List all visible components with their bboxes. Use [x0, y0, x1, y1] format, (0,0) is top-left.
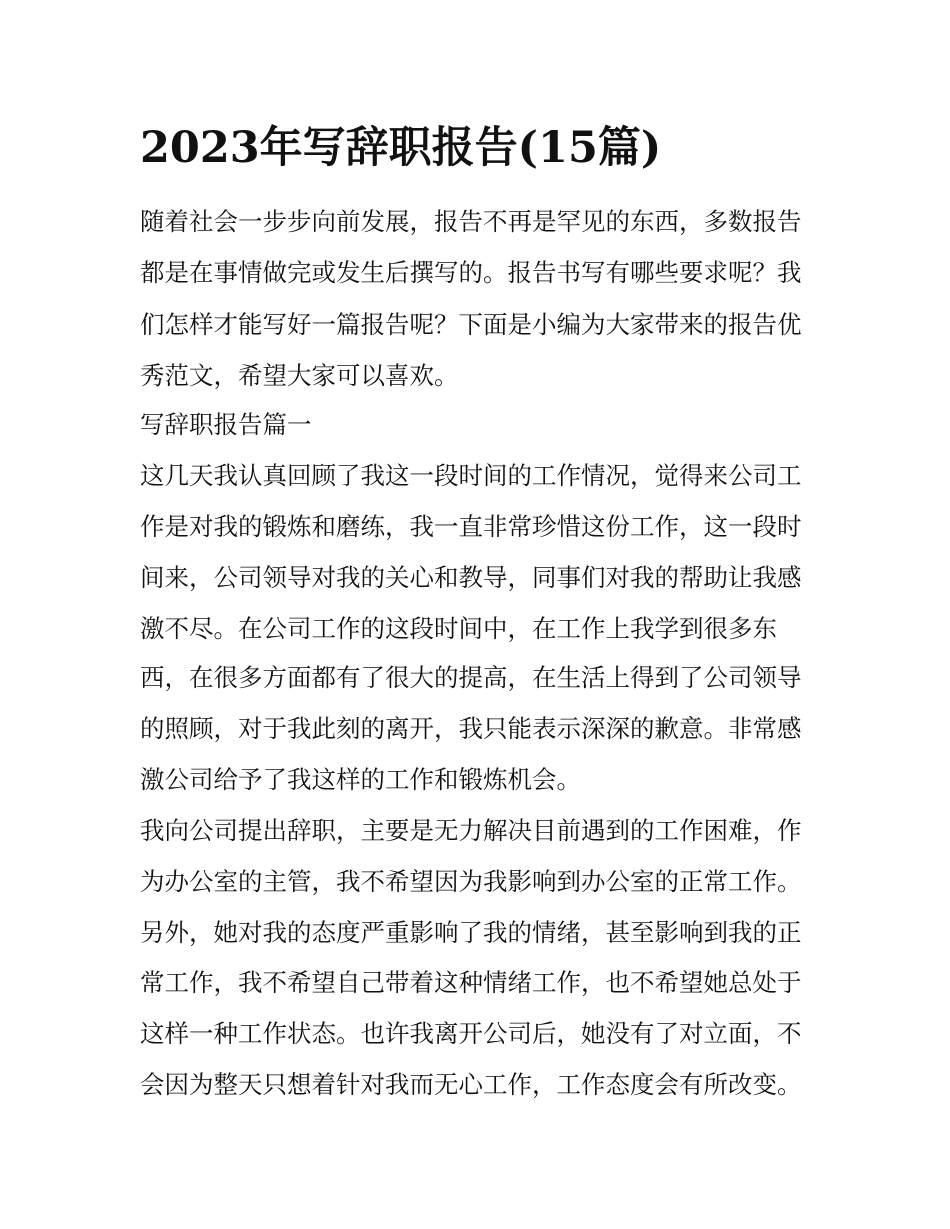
paragraph-line: 这样一种工作状态。也许我离开公司后，她没有了对立面，不 — [140, 1019, 802, 1048]
section-heading: 写辞职报告篇一 — [140, 410, 312, 439]
paragraph-line: 作是对我的锻炼和磨练，我一直非常珍惜这份工作，这一段时 — [140, 512, 802, 541]
paragraph-line: 另外，她对我的态度严重影响了我的情绪，甚至影响到我的正 — [140, 918, 802, 947]
paragraph-line: 会因为整天只想着针对我而无心工作，工作态度会有所改变。 — [140, 1070, 802, 1099]
paragraph-line: 激不尽。在公司工作的这段时间中，在工作上我学到很多东 — [140, 614, 777, 643]
paragraph-line: 这几天我认真回顾了我这一段时间的工作情况，觉得来公司工 — [140, 461, 802, 490]
paragraph-line: 的照顾，对于我此刻的离开，我只能表示深深的歉意。非常感 — [140, 714, 802, 743]
paragraph-line: 激公司给予了我这样的工作和锻炼机会。 — [140, 765, 581, 794]
document-title: 2023年写辞职报告(15篇) — [140, 123, 662, 173]
intro-line: 随着社会一步步向前发展，报告不再是罕见的东西，多数报告 — [140, 207, 802, 236]
paragraph-line: 西，在很多方面都有了很大的提高，在生活上得到了公司领导 — [140, 663, 802, 692]
paragraph-line: 我向公司提出辞职，主要是无力解决目前遇到的工作困难，作 — [140, 816, 802, 845]
intro-line: 们怎样才能写好一篇报告呢？下面是小编为大家带来的报告优 — [140, 310, 802, 339]
paragraph-line: 间来，公司领导对我的关心和教导，同事们对我的帮助让我感 — [140, 563, 802, 592]
intro-line: 秀范文，希望大家可以喜欢。 — [140, 361, 459, 390]
paragraph-line: 为办公室的主管，我不希望因为我影响到办公室的正常工作。 — [140, 867, 802, 896]
paragraph-line: 常工作，我不希望自己带着这种情绪工作，也不希望她总处于 — [140, 968, 802, 997]
intro-line: 都是在事情做完或发生后撰写的。报告书写有哪些要求呢？我 — [140, 258, 802, 287]
